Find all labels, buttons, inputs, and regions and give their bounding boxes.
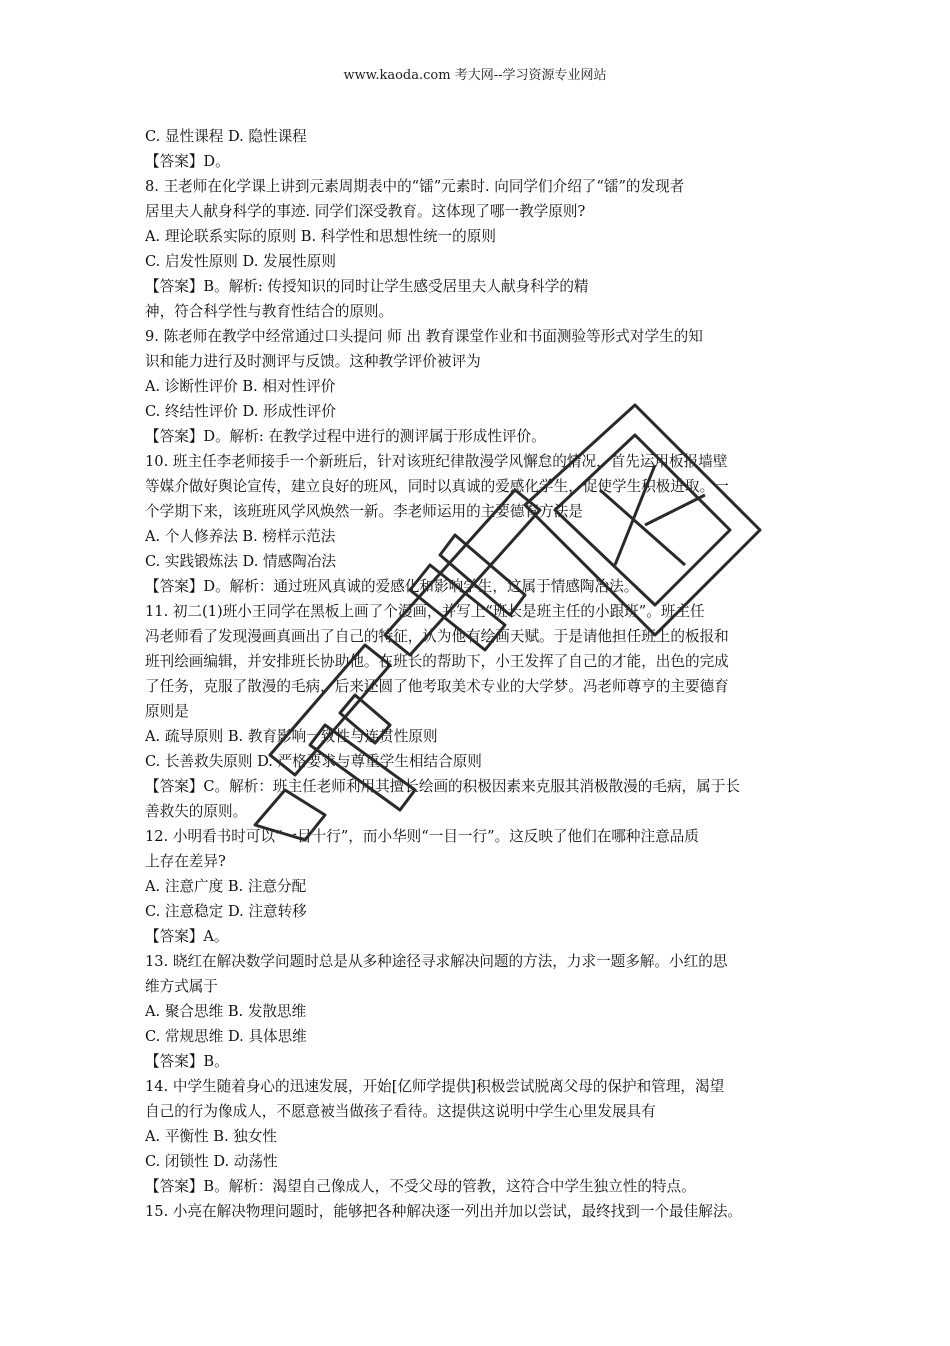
text-line: 15. 小亮在解决物理问题时，能够把各种解决逐一列出并加以尝试，最终找到一个最佳解法。 <box>145 1203 743 1220</box>
text-line: C. 常规思维 D. 具体思维 <box>145 1028 307 1045</box>
text-line: C. 实践锻炼法 D. 情感陶冶法 <box>145 553 336 570</box>
text-line: 11. 初二(1)班小王同学在黑板上画了个漫画，并写上“班长是班主任的小跟班”。班主任 <box>145 603 705 620</box>
text-line: 维方式属于 <box>145 978 218 995</box>
text-line: 冯老师看了发现漫画真画出了自己的特征，认为他有绘画天赋。于是请他担任班上的板报和 <box>145 628 729 645</box>
document-body <box>145 124 810 1224</box>
text-line: 13. 晓红在解决数学问题时总是从多种途径寻求解决问题的方法，力求一题多解。小红的思 <box>145 953 728 970</box>
text-line: 等媒介做好舆论宣传，建立良好的班风，同时以真诚的爱感化学生，促使学生积极进取。一 <box>145 478 729 495</box>
text-line: 【答案】C。解析：班主任老师利用其擅长绘画的积极因素来克服其消极散漫的毛病，属于长 <box>145 778 740 795</box>
text-line: 神，符合科学性与教育性结合的原则。 <box>145 303 394 320</box>
text-line: C. 启发性原则 D. 发展性原则 <box>145 253 336 270</box>
text-line: A. 诊断性评价 B. 相对性评价 <box>145 378 336 395</box>
text-line: A. 个人修养法 B. 榜样示范法 <box>145 528 336 545</box>
text-line: 【答案】D。 <box>145 153 230 170</box>
text-line: 【答案】B。 <box>145 1053 229 1070</box>
text-line: A. 平衡性 B. 独女性 <box>145 1128 278 1145</box>
text-line: C. 终结性评价 D. 形成性评价 <box>145 403 336 420</box>
text-line: A. 聚合思维 B. 发散思维 <box>145 1003 307 1020</box>
text-line: 居里夫人献身科学的事迹. 同学们深受教育。这体现了哪一教学原则? <box>145 203 586 220</box>
text-line: C. 显性课程 D. 隐性课程 <box>145 128 307 145</box>
text-line: 个学期下来，该班班风学风焕然一新。李老师运用的主要德育方法是 <box>145 503 583 520</box>
page-header: www.kaoda.com 考大网--学习资源专业网站 <box>343 68 607 83</box>
text-line: 8. 王老师在化学课上讲到元素周期表中的“镭”元素时. 向同学们介绍了“镭”的发现者 <box>145 178 685 195</box>
text-line: 原则是 <box>145 703 189 720</box>
text-line: A. 理论联系实际的原则 B. 科学性和思想性统一的原则 <box>145 228 496 245</box>
text-line: 识和能力进行及时测评与反馈。这种教学评价被评为 <box>145 353 481 370</box>
text-line: 了任务，克服了散漫的毛病，后来还圆了他考取美术专业的大学梦。冯老师尊亨的主要德育 <box>145 678 729 695</box>
text-line: 善救失的原则。 <box>145 803 248 820</box>
text-line: 【答案】D。解析: 在教学过程中进行的测评属于形成性评价。 <box>145 428 546 445</box>
text-line: C. 闭锁性 D. 动荡性 <box>145 1153 278 1170</box>
text-line: C. 注意稳定 D. 注意转移 <box>145 903 307 920</box>
text-line: 9. 陈老师在教学中经常通过口头提问 师 出 教育课堂作业和书面测验等形式对学生的知 <box>145 328 703 345</box>
text-line: 班刊绘画编辑，并安排班长协助他。在班长的帮助下，小王发挥了自己的才能，出色的完成 <box>145 653 729 670</box>
text-line: A. 注意广度 B. 注意分配 <box>145 878 307 895</box>
text-line: 14. 中学生随着身心的迅速发展，开始[亿师学提供]积极尝试脱离父母的保护和管理，渴望 <box>145 1078 725 1095</box>
text-line: C. 长善救失原则 D. 严格要求与尊重学生相结合原则 <box>145 753 482 770</box>
text-line: 自己的行为像成人，不愿意被当做孩子看待。这提供这说明中学生心里发展具有 <box>145 1103 656 1120</box>
text-line: A. 疏导原则 B. 教育影响一致性与连贯性原则 <box>145 728 438 745</box>
text-line: 【答案】A。 <box>145 928 229 945</box>
text-line: 12. 小明看书时可以“一目十行”，而小华则“一目一行”。这反映了他们在哪种注意品质 <box>145 828 699 845</box>
text-line: 【答案】B。解析: 传授知识的同时让学生感受居里夫人献身科学的精 <box>145 278 589 295</box>
text-line: 10. 班主任李老师接手一个新班后，针对该班纪律散漫学风懈怠的情况，首先运用板报墙壁 <box>145 453 728 470</box>
text-line: 【答案】D。解析：通过班风真诚的爱感化和影响学生，这属于情感陶冶法。 <box>145 578 639 595</box>
text-line: 上存在差异? <box>145 853 226 870</box>
text-line: 【答案】B。解析：渴望自己像成人，不受父母的管教，这符合中学生独立性的特点。 <box>145 1178 696 1195</box>
